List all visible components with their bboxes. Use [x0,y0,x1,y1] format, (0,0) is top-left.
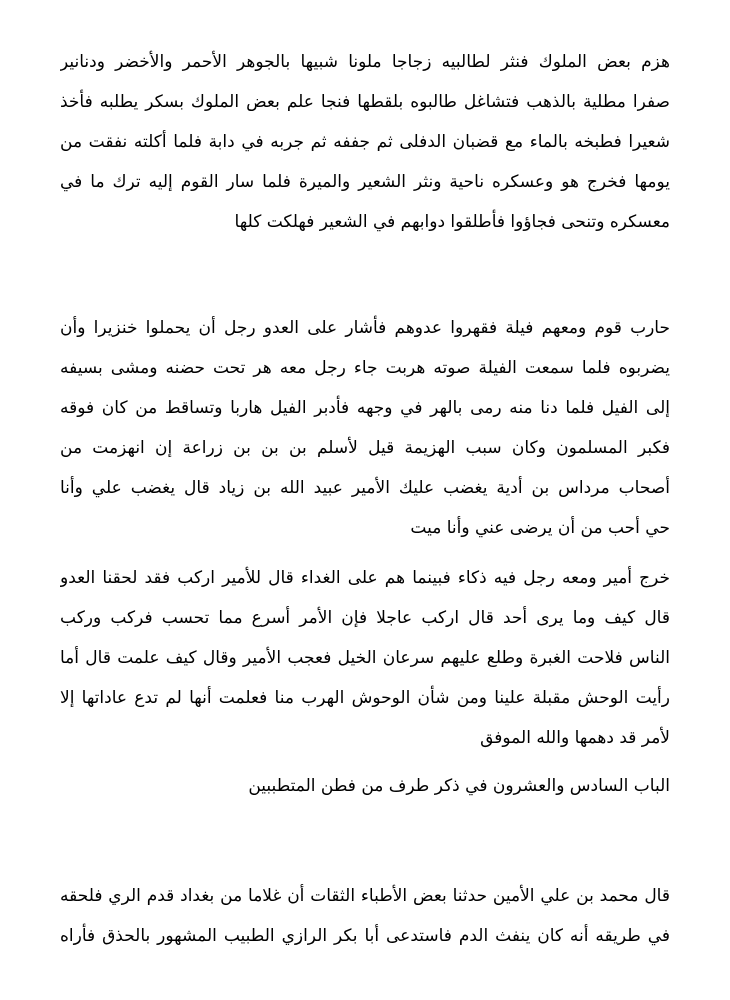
text-line: في طريقه أنه كان ينفث الدم فاستدعى أبا بكر الرازي الطبيب المشهور بالحذق فأراه [60,926,670,946]
text-line: صفرا مطلية بالذهب فتشاغل طالبوه بلقطها فنجا علم بعض الملوك بسكر يطلبه فأخذ [60,92,670,112]
text-line: شعيرا فطبخه بالماء مع قضبان الدفلى ثم جففه ثم جربه في دابة فلما أكلته نفقت من [60,132,670,152]
paragraph-physician [60,876,670,956]
paragraph-clever-man [60,558,670,758]
text-line: معسكره وتنحى فجاؤوا فأطلقوا دوابهم في الشعير فهلكت كلها [234,212,670,232]
chapter-heading: الباب السادس والعشرون في ذكر طرف من فطن المتطببين [248,776,670,796]
text-line: إلى الفيل فلما دنا منه رمى بالهر في وجهه فأدبر الفيل هاربا وتساقط من كان فوقه [60,398,670,418]
paragraph-defeated-king [60,42,670,242]
text-line: يضربوه فلما سمعت الفيلة صوته هربت جاء رجل معه هر تحت حضنه ومشى بسيفه [60,358,670,378]
text-line: حي أحب من أن يرضى عني وأنا ميت [410,518,670,538]
paragraph-elephants [60,308,670,548]
text-line: يومها فخرج هو وعسكره ناحية ونثر الشعير والميرة فلما سار القوم إليه ترك ما في [60,172,670,192]
text-line: هزم بعض الملوك فنثر لطالبيه زجاجا ملونا شبيها بالجوهر الأحمر والأخضر ودنانير [60,52,670,72]
text-line: أصحاب مرداس بن أدية يغضب عليك الأمير عبيد الله بن زياد قال يغضب علي وأنا [60,478,670,498]
text-line: رأيت الوحش مقبلة علينا ومن شأن الوحوش الهرب منا فعلمت أنها لم تدع عاداتها إلا [60,688,670,708]
text-line: قال كيف وما يرى أحد قال اركب عاجلا فإن الأمر أسرع مما تحسب فركب وركب [60,608,670,628]
text-line: الناس فلاحت الغبرة وطلع عليهم سرعان الخيل فعجب الأمير وقال كيف علمت قال أما [60,648,670,668]
text-line: لأمر قد دهمها والله الموفق [480,728,670,748]
text-line: حارب قوم ومعهم فيلة فقهروا عدوهم فأشار على العدو رجل أن يحملوا خنزيرا وأن [60,318,670,338]
text-line: خرج أمير ومعه رجل فيه ذكاء فبينما هم على الغداء قال للأمير اركب فقد لحقنا العدو [60,568,670,588]
text-line: فكبر المسلمون وكان سبب الهزيمة قيل لأسلم بن بن بن زراعة إن انهزمت من [60,438,670,458]
text-line: قال محمد بن علي الأمين حدثنا بعض الأطباء الثقات أن غلاما من بغداد قدم الري فلحقه [60,886,670,906]
